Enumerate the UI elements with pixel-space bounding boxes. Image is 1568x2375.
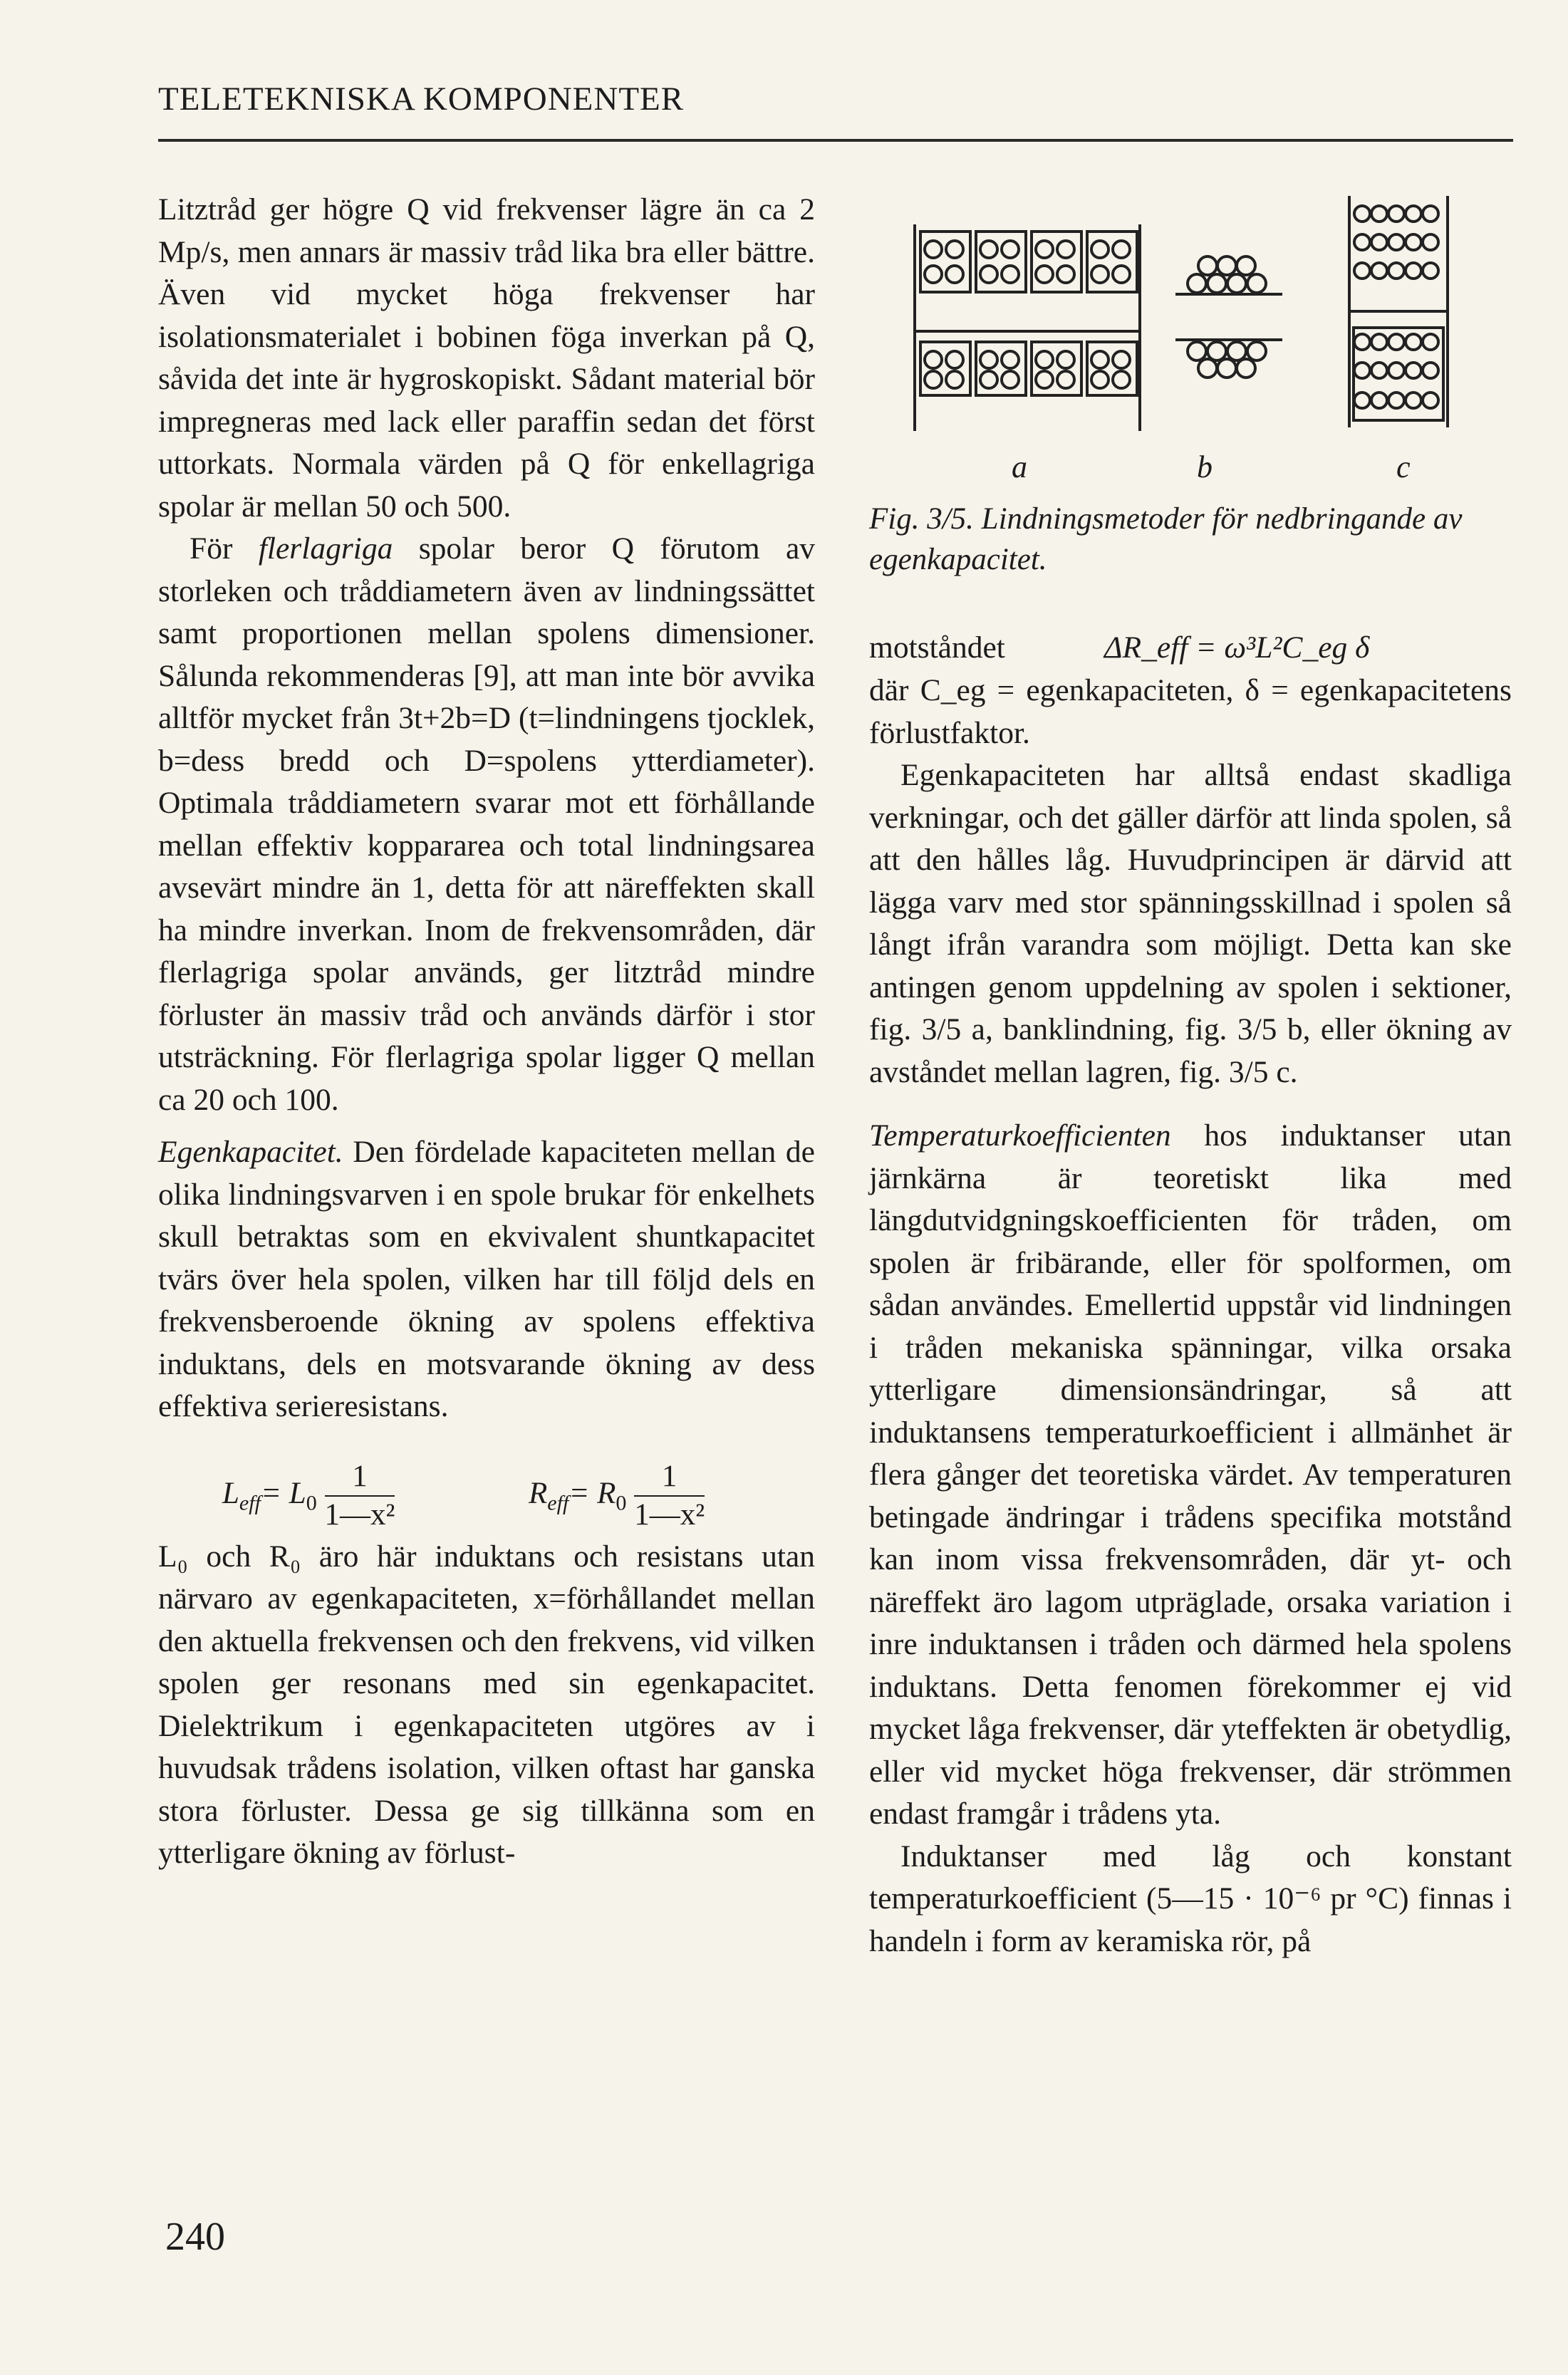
right-paragraph-3: Induktanser med låg och konstant temperaturkoefficient (5—15 · 10⁻⁶ pr °C) finnas i handeln i form av keramiska rör, på: [869, 1839, 1512, 1958]
right-paragraph-2: [869, 1115, 1512, 1836]
figure-b: [1175, 256, 1282, 378]
inductance-resistance-formula: [158, 1444, 815, 1532]
page-number: 240: [165, 2215, 225, 2259]
right-column: [869, 627, 1512, 1963]
header-rule: [158, 139, 1513, 142]
formula-l: $L_{eff}= L_0$ $\frac{1}{\text{1—x²}}$: [222, 1459, 395, 1532]
figure-label-a: a: [1012, 449, 1027, 484]
figure-label-c: c: [1396, 449, 1411, 484]
left-paragraph-2: [158, 528, 815, 1121]
left-paragraph-4: L₀ och R₀ äro här induktans och resistans utan närvaro av egenkapaciteten, x=förhållandet mellan den aktuella frekvensen och den frekvens, vid vilken spolen ger resonans med sin egenkapacitet. Dielektrikum i egenkapaciteten utgöres av i huvudsak trådens isolation, vilken oftast har ganska stora förluster. Dessa ge sig tillkänna som en ytterligare ökning av förlust-: [158, 1539, 815, 1870]
p2-rest: spolar beror Q förutom av storleken och tråddiametern även av lindningssättet samt proportionen mellan spolens dimensioner. Sålunda rekommenderas [9], att man inte bör avvika alltför mycket från 3t+2b=D (t=lindningens tjocklek, b=dess bredd och D=spolens ytterdiameter). Optimala tråddiametern svarar mot ett förhållande mellan effektiv koppararea och total lindningsarea avsevärt mindre än 1, detta för att näreffekten skall ha mindre inverkan. Inom de frekvensområden, där flerlagriga spolar används, ger litztråd mindre förluster än massiv tråd och används därför i stor utsträckning. För flerlagriga spolar ligger Q mellan ca 20 och 100.: [158, 531, 815, 1117]
running-header: TELETEKNISKA KOMPONENTER: [158, 80, 685, 118]
left-paragraph-3: [158, 1131, 815, 1428]
r-p2-rest: hos induktanser utan järnkärna är teoretiskt lika med längdutvidgningskoefficienten för tråden, om spolen är fribärande, eller för spolformen, om sådan användes. Emellertid uppstår vid lindningen i tråden mekaniska spänningar, vilka orsaka ytterligare dimensionsändringar, så att induktansens temperaturkoefficient i allmänhet är flera gånger det teoretiska värdet. Av temperaturen betingade ändringar i trådens specifika motstånd kan inom vissa frekvensområden, där yt- och näreffekt äro lagom utpräglade, orsaka variation i inre induktansen i tråden och därmed hela spolens induktans. Detta fenomen förekommer ej vid mycket låga frekvenser, där yteffekten är obetydlig, eller vid mycket höga frekvenser, där strömmen endast framgår i trådens yta.: [869, 1118, 1512, 1831]
formula-r: $R_{eff}= R_0$ $\frac{1}{\text{1—x²}}$: [529, 1459, 705, 1532]
right-paragraph-1: Egenkapaciteten har alltså endast skadliga verkningar, och det gäller därför att linda spolen, så att den hålles låg. Huvudprincipen är därvid att lägga varv med stor spänningsskillnad i spolen så långt ifrån varandra som möjligt. Detta kan ske antingen genom uppdelning av spolen i sektioner, fig. 3/5 a, banklindning, fig. 3/5 b, eller ökning av avståndet mellan lagren, fig. 3/5 c.: [869, 758, 1512, 1089]
figure-a: [915, 224, 1140, 431]
r-p2-emphasis: Temperaturkoefficienten: [869, 1118, 1171, 1153]
figure-c: [1349, 196, 1448, 427]
figure-caption: Fig. 3/5. Lindningsmetoder för nedbringande av egenkapacitet.: [869, 502, 1463, 576]
left-column: [158, 189, 815, 1875]
p3-emphasis: Egenkapacitet.: [158, 1135, 343, 1169]
left-paragraph-1: Litztråd ger högre Q vid frekvenser lägre än ca 2 Mp/s, men annars är massiv tråd lika bra eller bättre. Även vid mycket höga frekvenser har isolationsmaterialet i bobinen föga inverkan på Q, såvida det inte är hygroskopiskt. Sådant material bör impregneras med lack eller paraffin sedan det först uttorkats. Normala värden på Q för enkellagriga spolar är mellan 50 och 500.: [158, 192, 815, 524]
eq-definition: där C_eg = egenkapaciteten, δ = egenkapacitetens förlustfaktor.: [869, 673, 1512, 750]
loss-formula: ΔR_eff = ω³L²C_eg δ: [1104, 630, 1370, 665]
loss-formula-line: [869, 627, 1512, 670]
p3-rest: Den fördelade kapaciteten mellan de olika lindningsvarven i en spole brukar för enkelhets skull betraktas som en ekvivalent shuntkapacitet tvärs över hela spolen, vilken har till följd dels en frekvensberoende ökning av spolens effektiva induktans, dels en motsvarande ökning av dess effektiva serieresistans.: [158, 1135, 815, 1423]
eq-prefix: motståndet: [869, 630, 1005, 665]
figure-label-b: b: [1197, 449, 1213, 484]
p2-emphasis: flerlagriga: [258, 531, 393, 566]
winding-methods-figure: [912, 189, 1453, 445]
p2-start: För: [189, 531, 259, 566]
